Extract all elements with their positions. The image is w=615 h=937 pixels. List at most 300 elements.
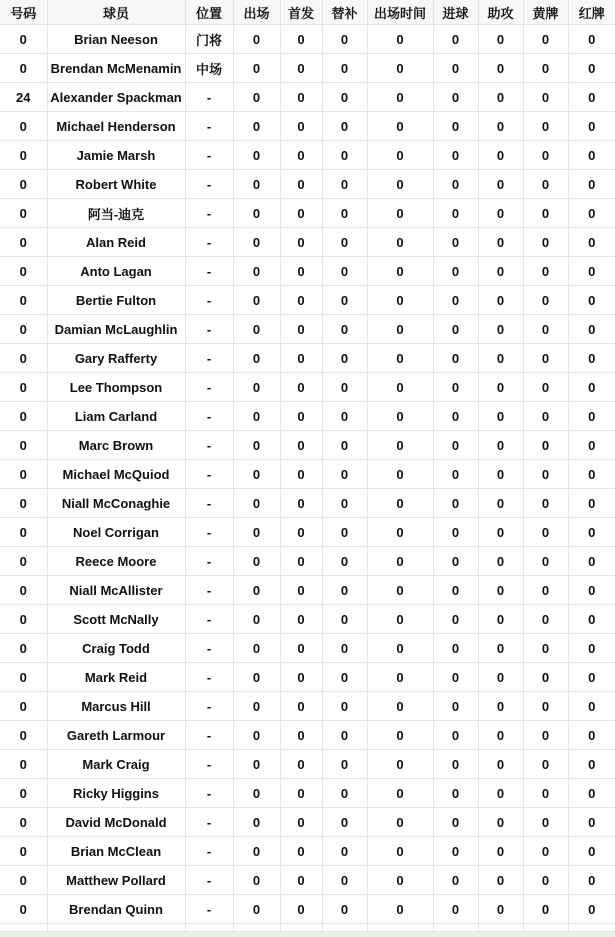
cell-appearances: 0 bbox=[233, 373, 280, 402]
cell-starts: 0 bbox=[280, 286, 322, 315]
cell-number: 0 bbox=[0, 663, 47, 692]
cell-starts: 0 bbox=[280, 866, 322, 895]
cell-minutes: 0 bbox=[367, 170, 433, 199]
cell-minutes: 0 bbox=[367, 779, 433, 808]
cell-red_cards: 0 bbox=[568, 895, 615, 924]
cell-appearances: 0 bbox=[233, 866, 280, 895]
cell-number: 0 bbox=[0, 460, 47, 489]
cell-goals: 0 bbox=[433, 750, 478, 779]
cell-red_cards: 0 bbox=[568, 460, 615, 489]
cell-position: 门将 bbox=[185, 25, 233, 54]
cell-assists: 0 bbox=[478, 315, 523, 344]
cell-substitute: 0 bbox=[322, 663, 367, 692]
cell-empty bbox=[280, 924, 322, 932]
cell-position: - bbox=[185, 460, 233, 489]
cell-assists: 0 bbox=[478, 112, 523, 141]
cell-minutes: 0 bbox=[367, 228, 433, 257]
cell-minutes: 0 bbox=[367, 837, 433, 866]
table-row bbox=[0, 547, 615, 576]
cell-appearances: 0 bbox=[233, 721, 280, 750]
cell-substitute: 0 bbox=[322, 518, 367, 547]
cell-appearances: 0 bbox=[233, 692, 280, 721]
cell-yellow_cards: 0 bbox=[523, 431, 568, 460]
cell-number: 0 bbox=[0, 605, 47, 634]
cell-appearances: 0 bbox=[233, 257, 280, 286]
cell-goals: 0 bbox=[433, 315, 478, 344]
cell-appearances: 0 bbox=[233, 837, 280, 866]
cell-player: Craig Todd bbox=[47, 634, 185, 663]
cell-substitute: 0 bbox=[322, 54, 367, 83]
cell-appearances: 0 bbox=[233, 170, 280, 199]
cell-assists: 0 bbox=[478, 228, 523, 257]
cell-yellow_cards: 0 bbox=[523, 576, 568, 605]
cell-minutes: 0 bbox=[367, 605, 433, 634]
cell-starts: 0 bbox=[280, 489, 322, 518]
cell-position: - bbox=[185, 112, 233, 141]
cell-red_cards: 0 bbox=[568, 837, 615, 866]
cell-position: - bbox=[185, 373, 233, 402]
cell-red_cards: 0 bbox=[568, 866, 615, 895]
cell-minutes: 0 bbox=[367, 199, 433, 228]
cell-minutes: 0 bbox=[367, 112, 433, 141]
cell-starts: 0 bbox=[280, 460, 322, 489]
table-row bbox=[0, 576, 615, 605]
cell-substitute: 0 bbox=[322, 286, 367, 315]
cell-starts: 0 bbox=[280, 402, 322, 431]
cell-goals: 0 bbox=[433, 257, 478, 286]
cell-minutes: 0 bbox=[367, 692, 433, 721]
cell-goals: 0 bbox=[433, 373, 478, 402]
cell-appearances: 0 bbox=[233, 489, 280, 518]
cell-yellow_cards: 0 bbox=[523, 402, 568, 431]
cell-appearances: 0 bbox=[233, 460, 280, 489]
cell-number: 24 bbox=[0, 83, 47, 112]
table-row bbox=[0, 199, 615, 228]
cell-number: 0 bbox=[0, 257, 47, 286]
cell-appearances: 0 bbox=[233, 895, 280, 924]
cell-assists: 0 bbox=[478, 808, 523, 837]
cell-appearances: 0 bbox=[233, 518, 280, 547]
cell-number: 0 bbox=[0, 866, 47, 895]
cell-minutes: 0 bbox=[367, 576, 433, 605]
cell-player: Ricky Higgins bbox=[47, 779, 185, 808]
cell-starts: 0 bbox=[280, 54, 322, 83]
cell-substitute: 0 bbox=[322, 808, 367, 837]
cell-number: 0 bbox=[0, 170, 47, 199]
cell-starts: 0 bbox=[280, 25, 322, 54]
cell-empty bbox=[568, 924, 615, 932]
cell-position: - bbox=[185, 402, 233, 431]
cell-appearances: 0 bbox=[233, 25, 280, 54]
cell-minutes: 0 bbox=[367, 344, 433, 373]
cell-assists: 0 bbox=[478, 402, 523, 431]
cell-player: Brendan McMenamin bbox=[47, 54, 185, 83]
cell-minutes: 0 bbox=[367, 373, 433, 402]
cell-position: - bbox=[185, 663, 233, 692]
table-header bbox=[0, 0, 615, 25]
cell-assists: 0 bbox=[478, 344, 523, 373]
cell-substitute: 0 bbox=[322, 315, 367, 344]
table-row bbox=[0, 373, 615, 402]
cell-starts: 0 bbox=[280, 663, 322, 692]
cell-starts: 0 bbox=[280, 431, 322, 460]
cell-minutes: 0 bbox=[367, 634, 433, 663]
cell-assists: 0 bbox=[478, 170, 523, 199]
cell-number: 0 bbox=[0, 431, 47, 460]
cell-assists: 0 bbox=[478, 199, 523, 228]
cell-starts: 0 bbox=[280, 257, 322, 286]
cell-starts: 0 bbox=[280, 199, 322, 228]
cell-goals: 0 bbox=[433, 808, 478, 837]
cell-player: Brian McClean bbox=[47, 837, 185, 866]
cell-assists: 0 bbox=[478, 257, 523, 286]
cell-appearances: 0 bbox=[233, 808, 280, 837]
cell-player: Bertie Fulton bbox=[47, 286, 185, 315]
cell-position: - bbox=[185, 315, 233, 344]
cell-red_cards: 0 bbox=[568, 170, 615, 199]
cell-empty bbox=[523, 924, 568, 932]
cell-yellow_cards: 0 bbox=[523, 141, 568, 170]
cell-player: Gareth Larmour bbox=[47, 721, 185, 750]
cell-starts: 0 bbox=[280, 895, 322, 924]
cell-position: - bbox=[185, 808, 233, 837]
cell-yellow_cards: 0 bbox=[523, 228, 568, 257]
cell-red_cards: 0 bbox=[568, 315, 615, 344]
cell-substitute: 0 bbox=[322, 199, 367, 228]
table-body bbox=[0, 25, 615, 932]
cell-minutes: 0 bbox=[367, 518, 433, 547]
cell-substitute: 0 bbox=[322, 489, 367, 518]
cell-position: - bbox=[185, 895, 233, 924]
cell-red_cards: 0 bbox=[568, 663, 615, 692]
cell-yellow_cards: 0 bbox=[523, 83, 568, 112]
cell-position: - bbox=[185, 431, 233, 460]
cell-goals: 0 bbox=[433, 721, 478, 750]
cell-yellow_cards: 0 bbox=[523, 605, 568, 634]
cell-player: Jamie Marsh bbox=[47, 141, 185, 170]
cell-position: - bbox=[185, 779, 233, 808]
cell-position: - bbox=[185, 199, 233, 228]
cell-number: 0 bbox=[0, 373, 47, 402]
cell-red_cards: 0 bbox=[568, 54, 615, 83]
cell-red_cards: 0 bbox=[568, 808, 615, 837]
cell-number: 0 bbox=[0, 25, 47, 54]
cell-player: Gary Rafferty bbox=[47, 344, 185, 373]
table-row bbox=[0, 170, 615, 199]
cell-appearances: 0 bbox=[233, 344, 280, 373]
cell-player: Mark Reid bbox=[47, 663, 185, 692]
table-row bbox=[0, 460, 615, 489]
cell-appearances: 0 bbox=[233, 750, 280, 779]
cell-goals: 0 bbox=[433, 402, 478, 431]
cell-number: 0 bbox=[0, 199, 47, 228]
cell-yellow_cards: 0 bbox=[523, 170, 568, 199]
header-cell-assists: 助攻 bbox=[478, 0, 523, 25]
cell-substitute: 0 bbox=[322, 721, 367, 750]
cell-substitute: 0 bbox=[322, 460, 367, 489]
cell-position: - bbox=[185, 692, 233, 721]
cell-assists: 0 bbox=[478, 54, 523, 83]
cell-appearances: 0 bbox=[233, 431, 280, 460]
header-cell-appearances: 出场 bbox=[233, 0, 280, 25]
cell-goals: 0 bbox=[433, 779, 478, 808]
cell-starts: 0 bbox=[280, 547, 322, 576]
cell-goals: 0 bbox=[433, 228, 478, 257]
cell-appearances: 0 bbox=[233, 402, 280, 431]
cell-minutes: 0 bbox=[367, 489, 433, 518]
cell-appearances: 0 bbox=[233, 663, 280, 692]
cell-number: 0 bbox=[0, 286, 47, 315]
cell-starts: 0 bbox=[280, 518, 322, 547]
cell-red_cards: 0 bbox=[568, 286, 615, 315]
cell-substitute: 0 bbox=[322, 83, 367, 112]
cell-player: Brian Neeson bbox=[47, 25, 185, 54]
cell-minutes: 0 bbox=[367, 83, 433, 112]
cell-substitute: 0 bbox=[322, 228, 367, 257]
cell-substitute: 0 bbox=[322, 866, 367, 895]
cell-yellow_cards: 0 bbox=[523, 315, 568, 344]
cell-starts: 0 bbox=[280, 837, 322, 866]
cell-assists: 0 bbox=[478, 431, 523, 460]
cell-appearances: 0 bbox=[233, 779, 280, 808]
cell-number: 0 bbox=[0, 779, 47, 808]
cell-position: - bbox=[185, 344, 233, 373]
cell-substitute: 0 bbox=[322, 634, 367, 663]
cell-player: David McDonald bbox=[47, 808, 185, 837]
table-row bbox=[0, 431, 615, 460]
cell-position: - bbox=[185, 750, 233, 779]
cell-substitute: 0 bbox=[322, 170, 367, 199]
header-cell-goals: 进球 bbox=[433, 0, 478, 25]
cell-substitute: 0 bbox=[322, 750, 367, 779]
cell-minutes: 0 bbox=[367, 866, 433, 895]
cell-yellow_cards: 0 bbox=[523, 692, 568, 721]
cell-appearances: 0 bbox=[233, 315, 280, 344]
cell-player: Matthew Pollard bbox=[47, 866, 185, 895]
table-row bbox=[0, 721, 615, 750]
header-cell-starts: 首发 bbox=[280, 0, 322, 25]
cell-player: Marc Brown bbox=[47, 431, 185, 460]
cell-starts: 0 bbox=[280, 779, 322, 808]
cell-player: Niall McAllister bbox=[47, 576, 185, 605]
cell-position: - bbox=[185, 576, 233, 605]
cell-minutes: 0 bbox=[367, 257, 433, 286]
cell-appearances: 0 bbox=[233, 83, 280, 112]
cell-assists: 0 bbox=[478, 141, 523, 170]
cell-position: - bbox=[185, 605, 233, 634]
cell-substitute: 0 bbox=[322, 576, 367, 605]
cell-player: Reece Moore bbox=[47, 547, 185, 576]
cell-appearances: 0 bbox=[233, 228, 280, 257]
cell-red_cards: 0 bbox=[568, 141, 615, 170]
cell-number: 0 bbox=[0, 54, 47, 83]
table-row bbox=[0, 895, 615, 924]
cell-minutes: 0 bbox=[367, 547, 433, 576]
cell-red_cards: 0 bbox=[568, 344, 615, 373]
cell-number: 0 bbox=[0, 344, 47, 373]
cell-starts: 0 bbox=[280, 83, 322, 112]
cell-minutes: 0 bbox=[367, 750, 433, 779]
cell-position: - bbox=[185, 547, 233, 576]
cell-position: - bbox=[185, 634, 233, 663]
cell-assists: 0 bbox=[478, 895, 523, 924]
cell-assists: 0 bbox=[478, 83, 523, 112]
header-cell-minutes: 出场时间 bbox=[367, 0, 433, 25]
cell-minutes: 0 bbox=[367, 895, 433, 924]
cell-number: 0 bbox=[0, 141, 47, 170]
cell-position: - bbox=[185, 721, 233, 750]
cell-assists: 0 bbox=[478, 837, 523, 866]
table-row bbox=[0, 489, 615, 518]
cell-assists: 0 bbox=[478, 663, 523, 692]
cell-appearances: 0 bbox=[233, 141, 280, 170]
cell-yellow_cards: 0 bbox=[523, 634, 568, 663]
table-row bbox=[0, 663, 615, 692]
cell-goals: 0 bbox=[433, 692, 478, 721]
cell-goals: 0 bbox=[433, 489, 478, 518]
cell-minutes: 0 bbox=[367, 663, 433, 692]
cell-red_cards: 0 bbox=[568, 228, 615, 257]
cell-starts: 0 bbox=[280, 141, 322, 170]
cell-appearances: 0 bbox=[233, 547, 280, 576]
cell-player: Liam Carland bbox=[47, 402, 185, 431]
cell-yellow_cards: 0 bbox=[523, 518, 568, 547]
cell-number: 0 bbox=[0, 547, 47, 576]
table-row bbox=[0, 83, 615, 112]
cell-player: Scott McNally bbox=[47, 605, 185, 634]
table-header-row bbox=[0, 0, 615, 25]
cell-empty bbox=[367, 924, 433, 932]
cell-yellow_cards: 0 bbox=[523, 750, 568, 779]
cell-yellow_cards: 0 bbox=[523, 547, 568, 576]
cell-minutes: 0 bbox=[367, 808, 433, 837]
cell-starts: 0 bbox=[280, 750, 322, 779]
cell-starts: 0 bbox=[280, 576, 322, 605]
cell-goals: 0 bbox=[433, 54, 478, 83]
cell-number: 0 bbox=[0, 750, 47, 779]
cell-assists: 0 bbox=[478, 518, 523, 547]
cell-goals: 0 bbox=[433, 576, 478, 605]
cell-empty bbox=[0, 924, 47, 932]
cell-starts: 0 bbox=[280, 228, 322, 257]
cell-player: Robert White bbox=[47, 170, 185, 199]
cell-number: 0 bbox=[0, 489, 47, 518]
cell-minutes: 0 bbox=[367, 141, 433, 170]
cell-player: Brendan Quinn bbox=[47, 895, 185, 924]
cell-number: 0 bbox=[0, 315, 47, 344]
table-row bbox=[0, 605, 615, 634]
table-row bbox=[0, 315, 615, 344]
cell-red_cards: 0 bbox=[568, 721, 615, 750]
cell-goals: 0 bbox=[433, 866, 478, 895]
cell-player: Anto Lagan bbox=[47, 257, 185, 286]
cell-appearances: 0 bbox=[233, 286, 280, 315]
table-row bbox=[0, 866, 615, 895]
cell-empty bbox=[233, 924, 280, 932]
cell-starts: 0 bbox=[280, 373, 322, 402]
cell-appearances: 0 bbox=[233, 199, 280, 228]
cell-number: 0 bbox=[0, 634, 47, 663]
cell-starts: 0 bbox=[280, 344, 322, 373]
table-row bbox=[0, 692, 615, 721]
cell-assists: 0 bbox=[478, 373, 523, 402]
cell-position: 中场 bbox=[185, 54, 233, 83]
cell-substitute: 0 bbox=[322, 112, 367, 141]
cell-assists: 0 bbox=[478, 489, 523, 518]
cell-minutes: 0 bbox=[367, 25, 433, 54]
table-row bbox=[0, 779, 615, 808]
cell-minutes: 0 bbox=[367, 54, 433, 83]
cell-empty bbox=[185, 924, 233, 932]
cell-substitute: 0 bbox=[322, 141, 367, 170]
cell-appearances: 0 bbox=[233, 112, 280, 141]
table-row bbox=[0, 402, 615, 431]
cell-starts: 0 bbox=[280, 315, 322, 344]
cell-assists: 0 bbox=[478, 460, 523, 489]
cell-minutes: 0 bbox=[367, 315, 433, 344]
cell-red_cards: 0 bbox=[568, 83, 615, 112]
cell-substitute: 0 bbox=[322, 692, 367, 721]
header-cell-red_cards: 红牌 bbox=[568, 0, 615, 25]
cell-number: 0 bbox=[0, 518, 47, 547]
cell-red_cards: 0 bbox=[568, 25, 615, 54]
cell-assists: 0 bbox=[478, 286, 523, 315]
cell-number: 0 bbox=[0, 808, 47, 837]
cell-position: - bbox=[185, 83, 233, 112]
cell-yellow_cards: 0 bbox=[523, 112, 568, 141]
cell-goals: 0 bbox=[433, 25, 478, 54]
cell-yellow_cards: 0 bbox=[523, 199, 568, 228]
cell-goals: 0 bbox=[433, 634, 478, 663]
header-cell-number: 号码 bbox=[0, 0, 47, 25]
cell-minutes: 0 bbox=[367, 402, 433, 431]
cell-position: - bbox=[185, 518, 233, 547]
cell-appearances: 0 bbox=[233, 605, 280, 634]
cell-red_cards: 0 bbox=[568, 779, 615, 808]
cell-position: - bbox=[185, 286, 233, 315]
header-cell-substitute: 替补 bbox=[322, 0, 367, 25]
cell-yellow_cards: 0 bbox=[523, 373, 568, 402]
cell-red_cards: 0 bbox=[568, 431, 615, 460]
cell-assists: 0 bbox=[478, 547, 523, 576]
cell-player: Niall McConaghie bbox=[47, 489, 185, 518]
cell-player: Mark Craig bbox=[47, 750, 185, 779]
cell-player: Lee Thompson bbox=[47, 373, 185, 402]
cell-substitute: 0 bbox=[322, 373, 367, 402]
cell-empty bbox=[47, 924, 185, 932]
cell-number: 0 bbox=[0, 895, 47, 924]
cell-red_cards: 0 bbox=[568, 257, 615, 286]
cell-red_cards: 0 bbox=[568, 576, 615, 605]
table-row bbox=[0, 112, 615, 141]
cell-position: - bbox=[185, 489, 233, 518]
cell-goals: 0 bbox=[433, 431, 478, 460]
cell-substitute: 0 bbox=[322, 837, 367, 866]
table-row-partial bbox=[0, 924, 615, 932]
cell-goals: 0 bbox=[433, 83, 478, 112]
cell-position: - bbox=[185, 141, 233, 170]
cell-goals: 0 bbox=[433, 170, 478, 199]
cell-goals: 0 bbox=[433, 837, 478, 866]
cell-position: - bbox=[185, 170, 233, 199]
cell-minutes: 0 bbox=[367, 721, 433, 750]
cell-number: 0 bbox=[0, 402, 47, 431]
table-row bbox=[0, 634, 615, 663]
cell-goals: 0 bbox=[433, 344, 478, 373]
cell-goals: 0 bbox=[433, 518, 478, 547]
cell-yellow_cards: 0 bbox=[523, 721, 568, 750]
cell-player: Alexander Spackman bbox=[47, 83, 185, 112]
